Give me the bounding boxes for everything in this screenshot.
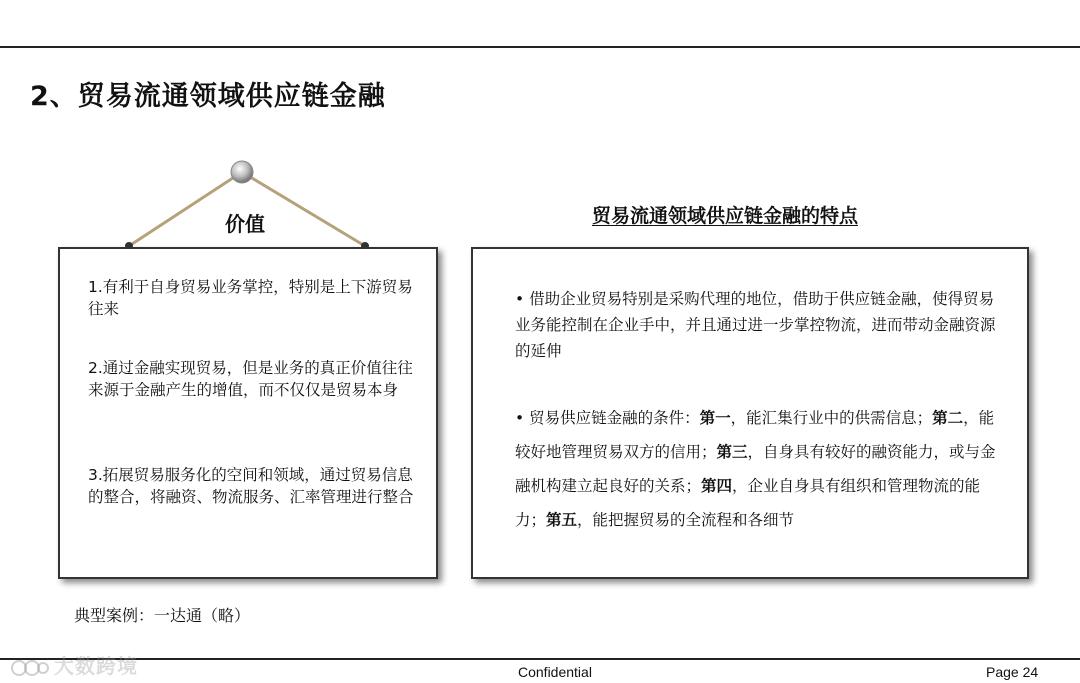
value-point-1: 1.有利于自身贸易业务掌控，特别是上下游贸易往来 (88, 278, 413, 318)
condition-first: 第一 (699, 409, 731, 427)
hanger-pin-icon (231, 161, 253, 183)
value-point-2: 2.通过金融实现贸易，但是业务的真正价值往往来源于金融产生的增值，而不仅仅是贸易本身 (88, 359, 413, 399)
features-heading: 贸易流通领域供应链金融的特点 (592, 205, 859, 227)
watermark-logo-icon (10, 657, 50, 679)
condition-third-text: ，自身具有较好的融资能力，或与金融机构建立起良好的关系； (515, 443, 996, 495)
footer-page-number: Page 24 (986, 664, 1039, 680)
top-rule (0, 46, 1080, 48)
condition-fifth-text: ，能把握贸易的全流程和各细节 (577, 511, 795, 529)
watermark (10, 650, 138, 679)
value-panel (58, 247, 438, 579)
page-title: 2、贸易流通领域供应链金融 (30, 81, 386, 112)
features-panel (471, 247, 1029, 579)
feature-bullet-1: • 借助企业贸易特别是采购代理的地位，借助于供应链金融，使得贸易业务能控制在企业手中，并且通过进一步掌控物流，进而带动金融资源的延伸 (515, 290, 996, 360)
condition-fifth: 第五 (546, 511, 578, 529)
watermark-text: 大数跨境 (54, 654, 138, 678)
condition-second: 第二 (932, 409, 964, 427)
case-note: 典型案例：一达通（略） (74, 606, 251, 625)
feature-bullet-2-lead: • 贸易供应链金融的条件： (515, 409, 700, 427)
footer-confidential: Confidential (518, 664, 592, 680)
condition-fourth-text: ，企业自身具有组织和管理物流的能力； (515, 477, 981, 529)
condition-second-text: ，能较好地管理贸易双方的信用； (515, 409, 995, 461)
value-label: 价值 (225, 212, 265, 236)
condition-fourth: 第四 (701, 477, 733, 495)
value-point-3: 3.拓展贸易服务化的空间和领域，通过贸易信息的整合，将融资、物流服务、汇率管理进行整合 (88, 466, 414, 506)
condition-first-text: ，能汇集行业中的供需信息； (730, 409, 933, 427)
bottom-rule (0, 658, 1080, 660)
hanger-graphic (100, 150, 400, 260)
condition-third: 第三 (716, 443, 748, 461)
feature-bullet-2 (515, 401, 1007, 537)
